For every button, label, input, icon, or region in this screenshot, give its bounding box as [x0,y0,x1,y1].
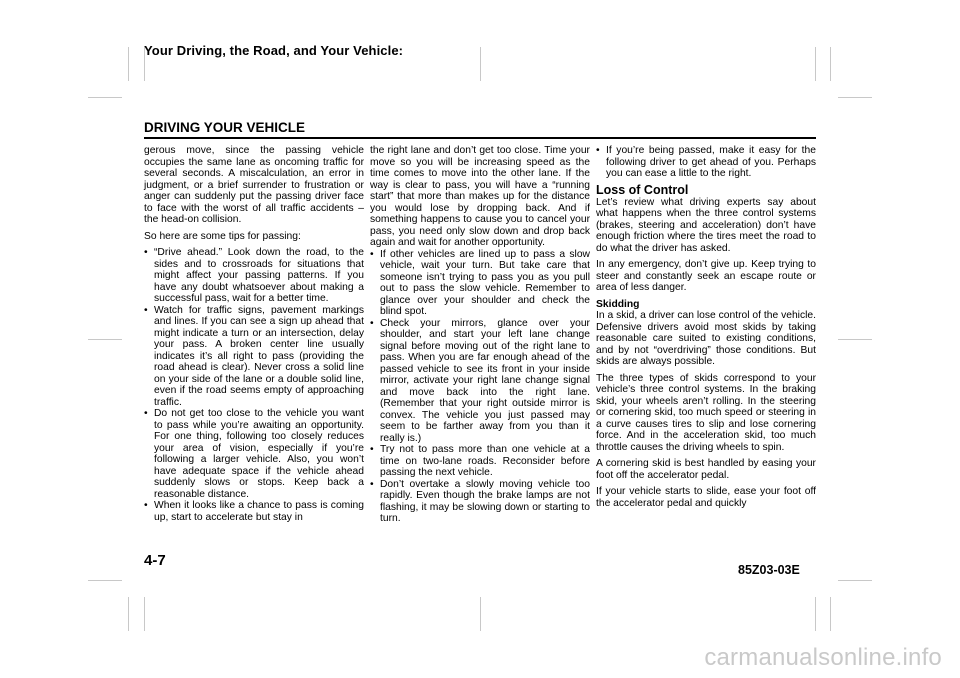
crop-mark [815,597,816,631]
crop-mark [815,47,816,81]
crop-mark [128,597,129,631]
paragraph: So here are some tips for passing: [144,230,301,242]
crop-mark [838,339,872,340]
list-item: • Check your mirrors, glance over your shoulder, and start your left lane change signal before moving out of the right lane to pass. When you are far enough ahead of the passed vehicle to see its front in your inside mirror, activate your right lane change signal and move back into the right lane. (Remember that your right outside mirror is convex. The vehicle you just passed may seem to be farther away from you than it really is.) [370,318,590,445]
header-rule [144,137,816,139]
list-item: • “Drive ahead.” Look down the road, to the sides and to crossroads for situations that might affect your passing patterns. If you have any doubt whatsoever about making a successful pass, wait for a better time. [144,247,364,305]
list-item: • Do not get too close to the vehicle you want to pass while you’re awaiting an opportunity. For one thing, following too closely reduces your area of vision, especially if you’re following a larger vehicle. Also, you won’t have adequate space if the vehicle ahead suddenly slows or stops. Keep back a reasonable distance. [144,408,364,500]
list-item: • When it looks like a chance to pass is coming up, start to accelerate but stay in [144,500,364,523]
crop-mark [830,597,831,631]
crop-mark [838,97,872,98]
crop-mark [88,339,122,340]
page-number: 4-7 [144,552,166,569]
paragraph: the right lane and don’t get too close. Time your move so you will be increasing speed as the time comes to move into the other lane. If the way is clear to pass, you will have a “running start” that more than makes up for the distance you would lose by dropping back. And if something happens to cause you to cancel your pass, you need only slow down and drop back again and wait for another opportunity. [370,145,590,248]
column-middle [370,145,590,525]
paragraph: Let’s review what driving experts say about what happens when the three control systems (brakes, steering and acceleration) don’t have enough friction where the tires meet the road to do what the driver has asked. [596,196,816,254]
paragraph: In any emergency, don’t give up. Keep trying to steer and constantly seek an escape route or area of less danger. [596,259,816,293]
crop-mark [830,47,831,81]
bullet-list [370,249,590,525]
paragraph: gerous move, since the passing vehicle occupies the same lane as oncoming traffic for several seconds. A miscalculation, an error in judgment, or a brief surrender to frustration or anger can suddenly put the passing driver face to face with the worst of all traffic accidents – the head-on collision. [144,145,364,225]
list-item: • Don’t overtake a slowly moving vehicle too rapidly. Even though the brake lamps are not flashing, it may be slowing down or starting to turn. [370,479,590,525]
crop-mark [88,97,122,98]
heading-loss-of-control: Loss of Control [596,182,689,197]
paragraph: The three types of skids correspond to your vehicle’s three control systems. In the braking skid, your wheels aren’t rolling. In the steering or cornering skid, too much speed or steering in a curve causes tires to slip and lose cornering force. And in the acceleration skid, too much throttle causes the driving wheels to spin. [596,372,816,453]
list-item: • If other vehicles are lined up to pass a slow vehicle, wait your turn. But take care that someone isn’t trying to pass you as you pull out to pass the slow vehicle. Remember to glance over your shoulder and check the blind spot. [370,249,590,318]
bullet-list [596,145,816,180]
running-header: Your Driving, the Road, and Your Vehicle: [144,43,404,58]
paragraph: In a skid, a driver can lose control of the vehicle. Defensive drivers avoid most skids by taking reasonable care suited to existing conditions, and by not “overdriving” those conditions. But skids are always possible. [596,310,816,367]
crop-mark [480,47,481,81]
list-item: • If you’re being passed, make it easy for the following driver to get ahead of you. Perhaps you can ease a little to the right. [596,145,816,180]
list-item: • Watch for traffic signs, pavement markings and lines. If you can see a sign up ahead that might indicate a turn or an intersection, delay your pass. A broken center line usually indicates it’s all right to pass (providing the road ahead is clear). Never cross a solid line on your side of the lane or a double solid line, even if the road seems empty of approaching traffic. [144,305,364,409]
document-code: 85Z03-03E [738,563,800,577]
column-right [596,145,816,514]
watermark[interactable]: carmanualsonline.info [704,644,942,671]
crop-mark [128,47,129,81]
section-title: DRIVING YOUR VEHICLE [144,120,306,135]
crop-mark [88,580,122,581]
bullet-list [144,247,364,523]
heading-skidding: Skidding [596,298,640,310]
column-left [144,145,364,523]
crop-mark [838,580,872,581]
crop-mark [480,597,481,631]
paragraph: A cornering skid is best handled by easing your foot off the accelerator pedal. [596,458,816,481]
paragraph: If your vehicle starts to slide, ease your foot off the accelerator pedal and quickly [596,486,816,509]
list-item: • Try not to pass more than one vehicle at a time on two-lane roads. Reconsider before passing the next vehicle. [370,444,590,479]
crop-mark [144,597,145,631]
